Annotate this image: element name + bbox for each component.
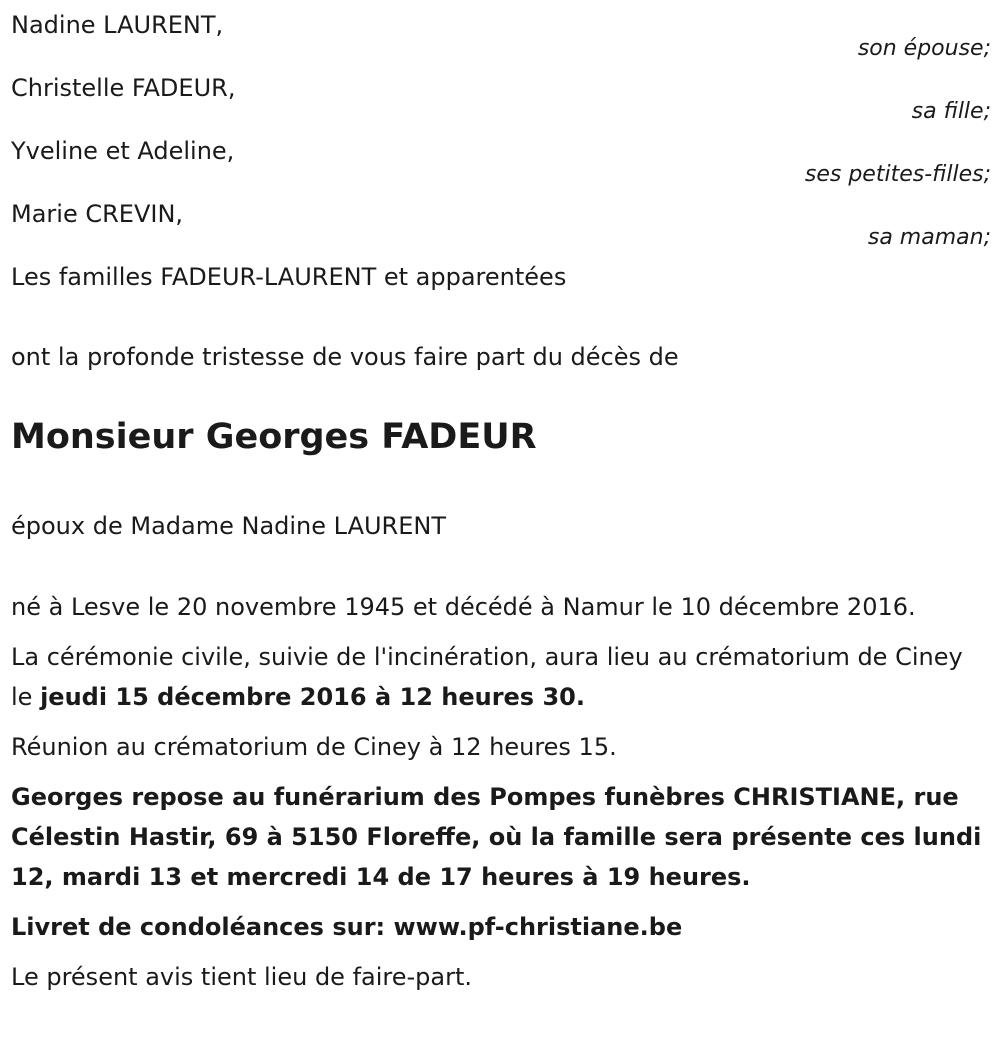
family-member-name: Marie CREVIN, [11,200,184,228]
obituary-notice [11,0,991,991]
family-member-name: Christelle FADEUR, [11,74,236,102]
families-line: Les familles FADEUR-LAURENT et apparentées [11,263,567,291]
obituary-details [11,587,989,1007]
announcement-intro: ont la profonde tristesse de vous faire part du décès de [11,343,679,371]
birth-death-paragraph: né à Lesve le 20 novembre 1945 et décédé à Namur le 10 décembre 2016. [11,593,916,621]
notice-paragraph: Le présent avis tient lieu de faire-part. [11,963,473,991]
meeting-paragraph: Réunion au crématorium de Ciney à 12 heures 15. [11,733,617,761]
repose-paragraph: Georges repose au funérarium des Pompes funèbres CHRISTIANE, rue Célestin Hastir, 69 à 5150 Floreffe, où la famille sera présente ces lundi 12, mardi 13 et mercredi 14 de 17 heures à 19 heures. [11,783,982,891]
family-member-role: son épouse; [857,36,991,61]
ceremony-paragraph [11,637,989,717]
family-member-mother [11,189,991,252]
condolences-paragraph: Livret de condoléances sur: www.pf-christiane.be [11,913,683,941]
ceremony-text: La cérémonie civile, suivie de l'incinération, aura lieu au crématorium de Ciney le [11,643,963,711]
family-member-daughter [11,63,991,126]
family-member-granddaughters [11,126,991,189]
family-member-role: ses petites-filles; [804,162,991,187]
ceremony-date: jeudi 15 décembre 2016 à 12 heures 30. [40,683,585,711]
family-member-name: Yveline et Adeline, [11,137,235,165]
family-member-spouse [11,0,991,63]
spouse-line: époux de Madame Nadine LAURENT [11,512,447,540]
deceased-name: Monsieur Georges FADEUR [11,417,537,457]
family-member-role: sa fille; [911,99,991,124]
family-member-role: sa maman; [867,225,991,250]
family-member-name: Nadine LAURENT, [11,11,224,39]
